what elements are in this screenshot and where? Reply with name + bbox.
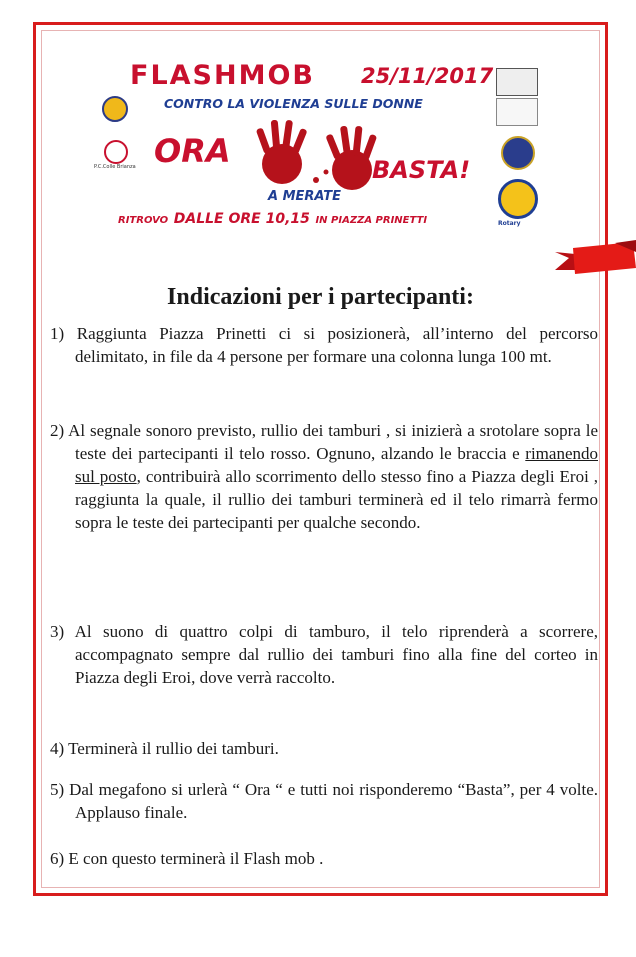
poster-meeting-line bbox=[118, 208, 427, 227]
signature-logo-icon bbox=[496, 98, 538, 126]
instruction-item-2 bbox=[50, 419, 598, 534]
poster-subtitle: CONTRO LA VIOLENZA SULLE DONNE bbox=[164, 96, 423, 111]
logo-right-caption: Rotary bbox=[498, 220, 521, 227]
meeting-prefix: RITROVO bbox=[118, 215, 169, 226]
poster-location: A MERATE bbox=[268, 189, 341, 204]
crest-logo-icon bbox=[501, 136, 535, 170]
poster-basta-text: BASTA! bbox=[372, 156, 471, 184]
red-ribbon-icon bbox=[555, 240, 636, 282]
meeting-place: IN PIAZZA PRINETTI bbox=[315, 215, 428, 226]
lions-club-logo-icon bbox=[102, 96, 128, 122]
instruction-item-6: 6) E con questo terminerà il Flash mob . bbox=[50, 849, 324, 868]
instruction-2-text: 2) Al segnale sonoro previsto, rullio dei tamburi , si inizierà a srotolare sopra le teste dei partecipanti il telo rosso. Ognuno, alzando le braccia e bbox=[50, 421, 598, 463]
colle-brianza-logo-icon bbox=[104, 140, 128, 164]
instruction-2-underlined: rimanendo sul posto bbox=[75, 444, 598, 486]
rotary-logo-icon bbox=[498, 179, 538, 219]
association-logo-icon bbox=[496, 68, 538, 96]
instruction-item-1: 1) Raggiunta Piazza Prinetti ci si posizionerà, all’interno del percorso delimitato, in file da 4 persone per formare una colonna lunga 100 mt. bbox=[50, 324, 598, 366]
instruction-item-5: 5) Dal megafono si urlerà “ Ora “ e tutti noi risponderemo “Basta”, per 4 volte. Applauso finale. bbox=[50, 780, 598, 822]
instruction-item-4: 4) Terminerà il rullio dei tamburi. bbox=[50, 739, 279, 758]
event-poster bbox=[66, 34, 572, 244]
logo-left-caption: P.C.Colle Brianza bbox=[94, 164, 136, 170]
red-handprints-icon bbox=[234, 106, 394, 196]
instructions-heading: Indicazioni per i partecipanti: bbox=[167, 284, 474, 310]
poster-date: 25/11/2017 bbox=[361, 64, 494, 88]
instruction-2-rest: , contribuirà allo scorrimento dello stesso fino a Piazza degli Eroi , raggiunta la quale, il rullio dei tamburi terminerà ed il telo rimarrà fermo sopra le teste dei partecipanti per qualche secondo. bbox=[75, 467, 598, 532]
meeting-time: DALLE ORE 10,15 bbox=[173, 211, 310, 227]
instruction-item-3: 3) Al suono di quattro colpi di tamburo, il telo riprenderà a scorrere, accompagnato sempre dal rullio dei tamburi fino alla fine del corteo in Piazza degli Eroi, dove verrà raccolto. bbox=[50, 622, 598, 687]
poster-title: FLASHMOB bbox=[130, 60, 315, 91]
poster-ora-text: ORA bbox=[154, 132, 231, 170]
